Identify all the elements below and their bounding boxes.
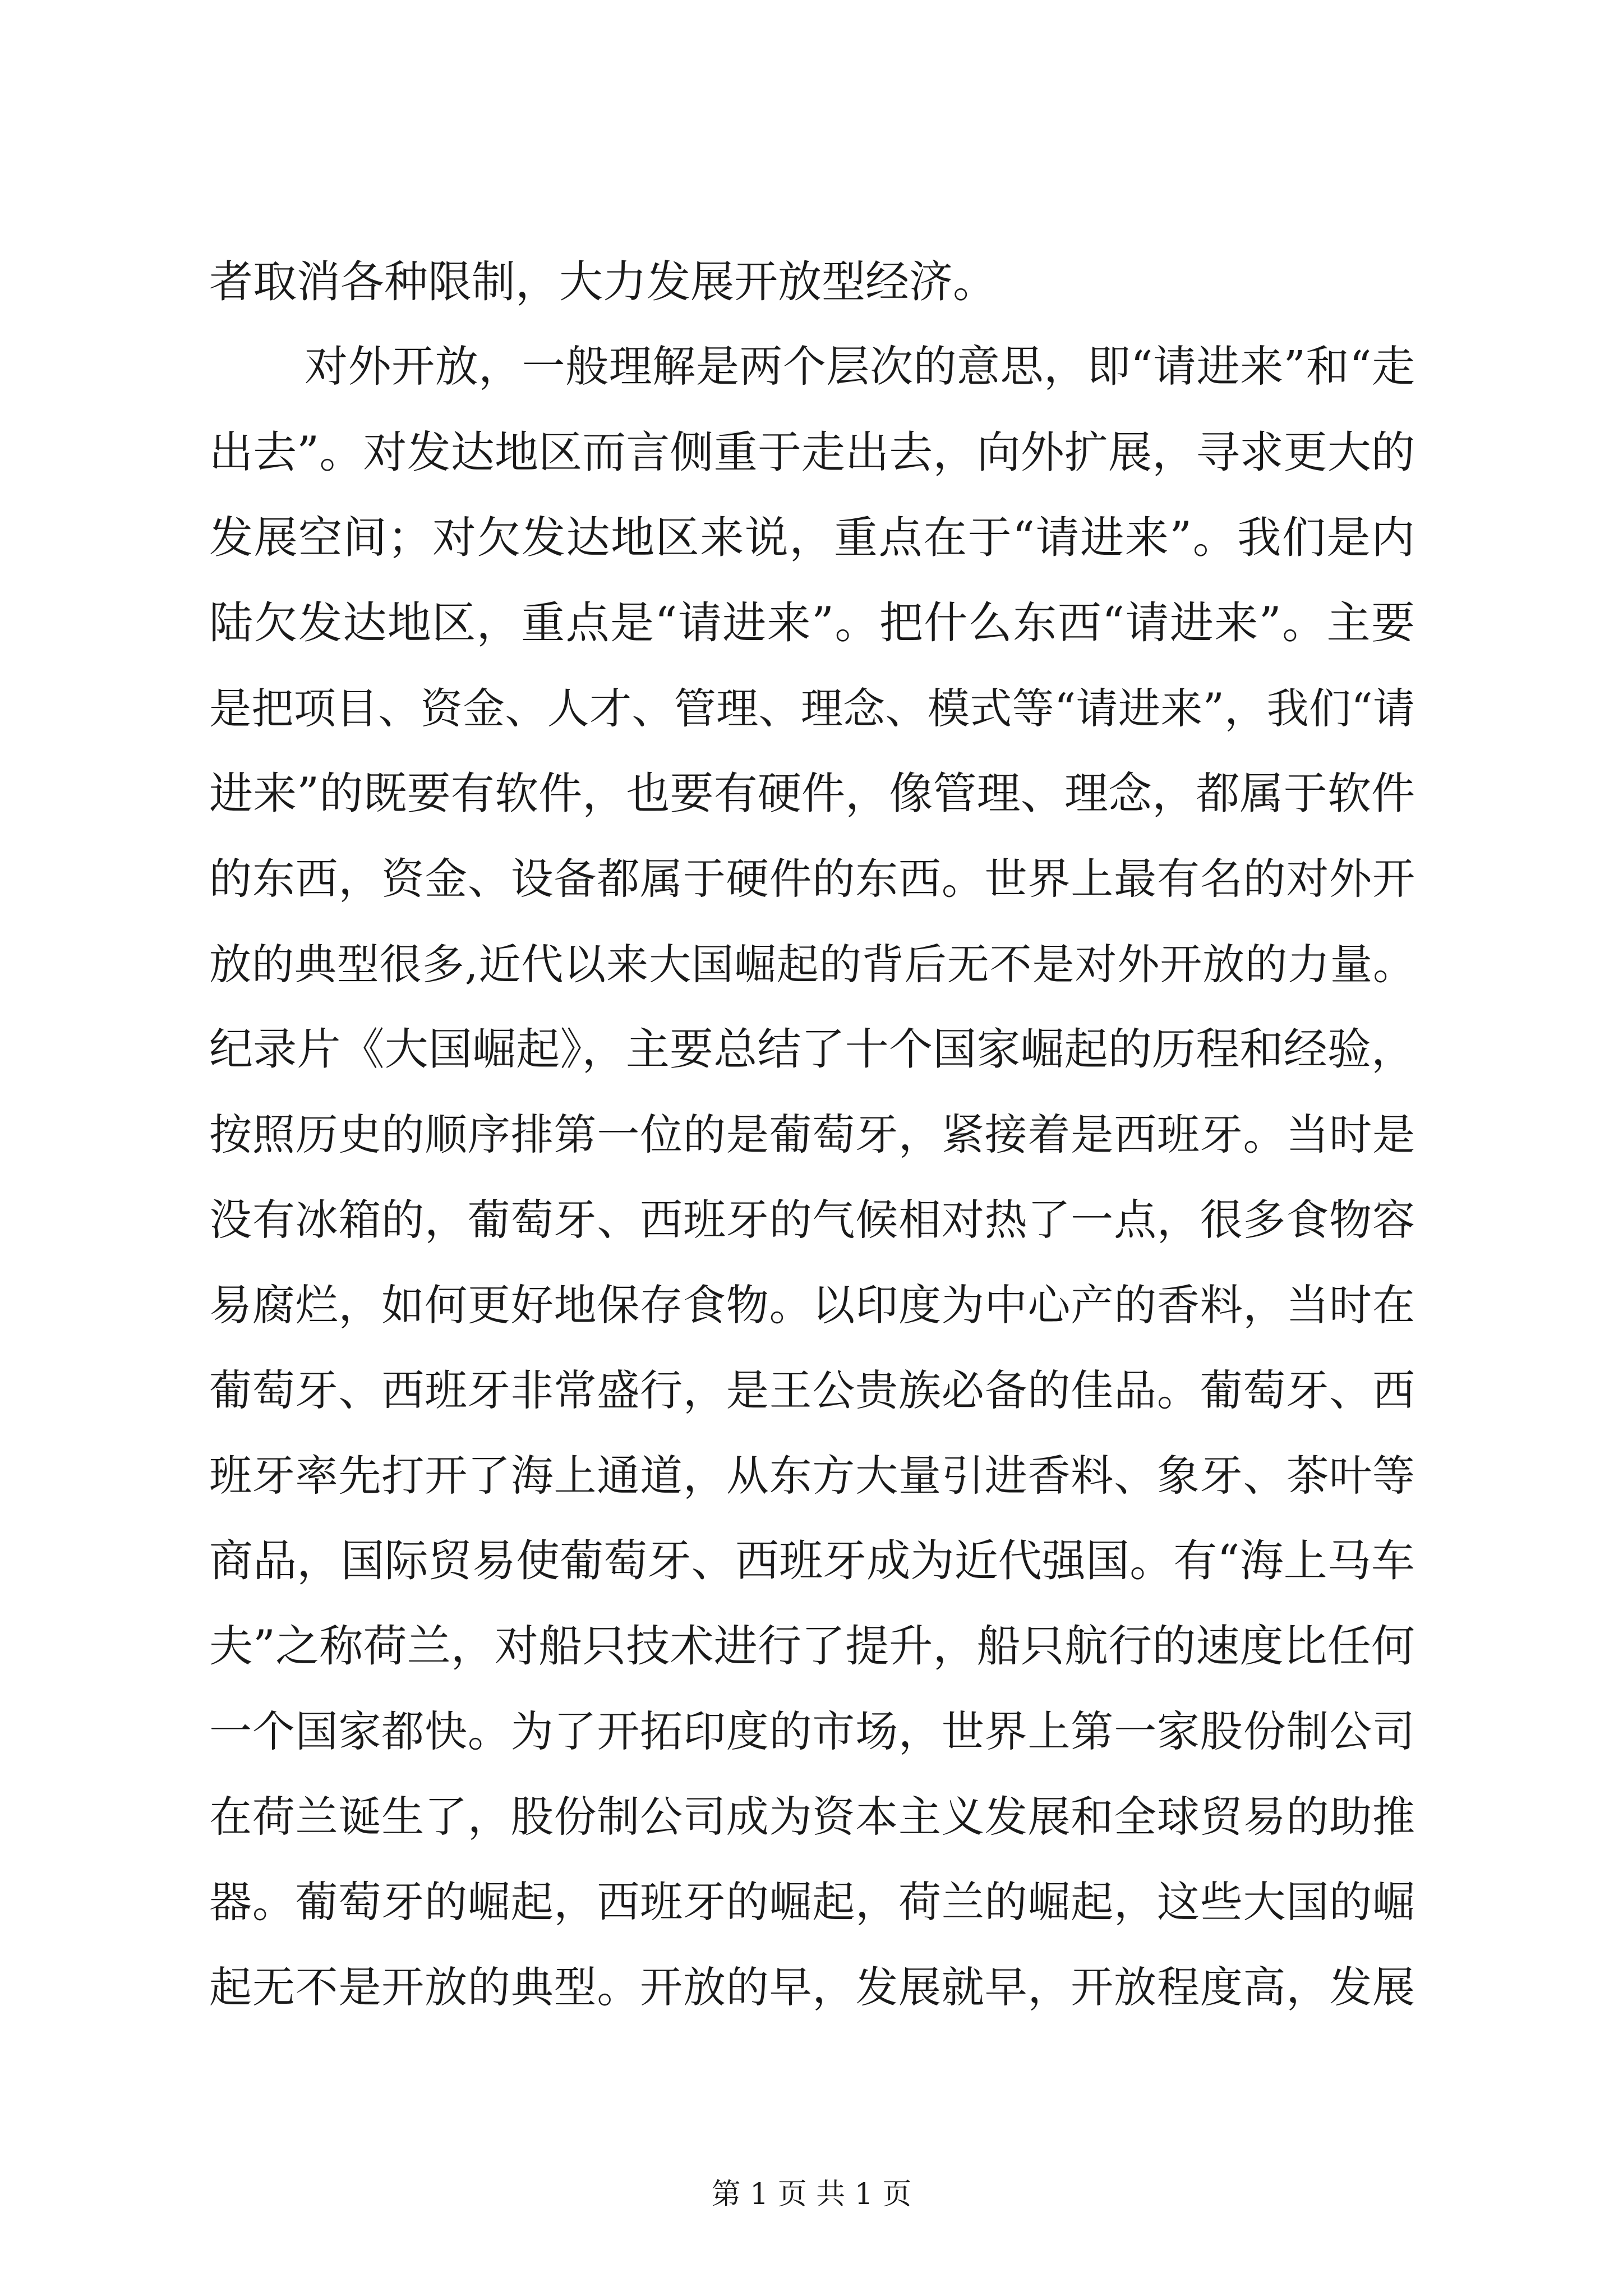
text-line: 放的典型很多,近代以来大国崛起的背后无不是对外开放的力量。 [209,940,1415,989]
text-line: 器。葡萄牙的崛起，西班牙的崛起，荷兰的崛起，这些大国的崛 [209,1877,1415,1927]
text-line: 是把项目、资金、人才、管理、理念、模式等“请进来”，我们“请 [209,684,1415,733]
text-line: 在荷兰诞生了，股份制公司成为资本主义发展和全球贸易的助推 [209,1792,1415,1842]
text-line: 夫”之称荷兰，对船只技术进行了提升，船只航行的速度比任何 [209,1621,1415,1672]
text-line: 的东西，资金、设备都属于硬件的东西。世界上最有名的对外开 [209,854,1415,904]
text-line: 进来”的既要有软件，也要有硬件，像管理、理念，都属于软件 [209,769,1415,819]
text-line: 班牙率先打开了海上通道，从东方大量引进香料、象牙、茶叶等 [209,1451,1415,1501]
text-line: 商品，国际贸易使葡萄牙、西班牙成为近代强国。有“海上马车 [209,1536,1415,1586]
text-line: 出去”。对发达地区而言侧重于走出去，向外扩展，寻求更大的 [209,427,1415,478]
text-line: 纪录片《大国崛起》，主要总结了十个国家崛起的历程和经验， [209,1024,1415,1075]
text-line: 陆欠发达地区，重点是“请进来”。把什么东西“请进来”。主要 [209,598,1415,648]
text-line: 没有冰箱的，葡萄牙、西班牙的气候相对热了一点，很多食物容 [209,1195,1415,1245]
text-line: 一个国家都快。为了开拓印度的市场，世界上第一家股份制公司 [209,1706,1415,1756]
text-line: 易腐烂，如何更好地保存食物。以印度为中心产的香料，当时在 [209,1280,1415,1330]
paragraph-first-line: 对外开放，一般理解是两个层次的意思，即“请进来”和“走 [305,342,1415,392]
text-line: 发展空间；对欠发达地区来说，重点在于“请进来”。我们是内 [209,513,1415,563]
text-line: 起无不是开放的典型。开放的早，发展就早，开放程度高，发展 [209,1962,1415,2012]
text-line: 按照历史的顺序排第一位的是葡萄牙，紧接着是西班牙。当时是 [209,1110,1415,1159]
page-footer: 第 1 页 共 1 页 [711,2178,912,2211]
text-line: 者取消各种限制，大力发展开放型经济。 [209,257,997,307]
text-line: 葡萄牙、西班牙非常盛行，是王公贵族必备的佳品。葡萄牙、西 [209,1365,1415,1415]
